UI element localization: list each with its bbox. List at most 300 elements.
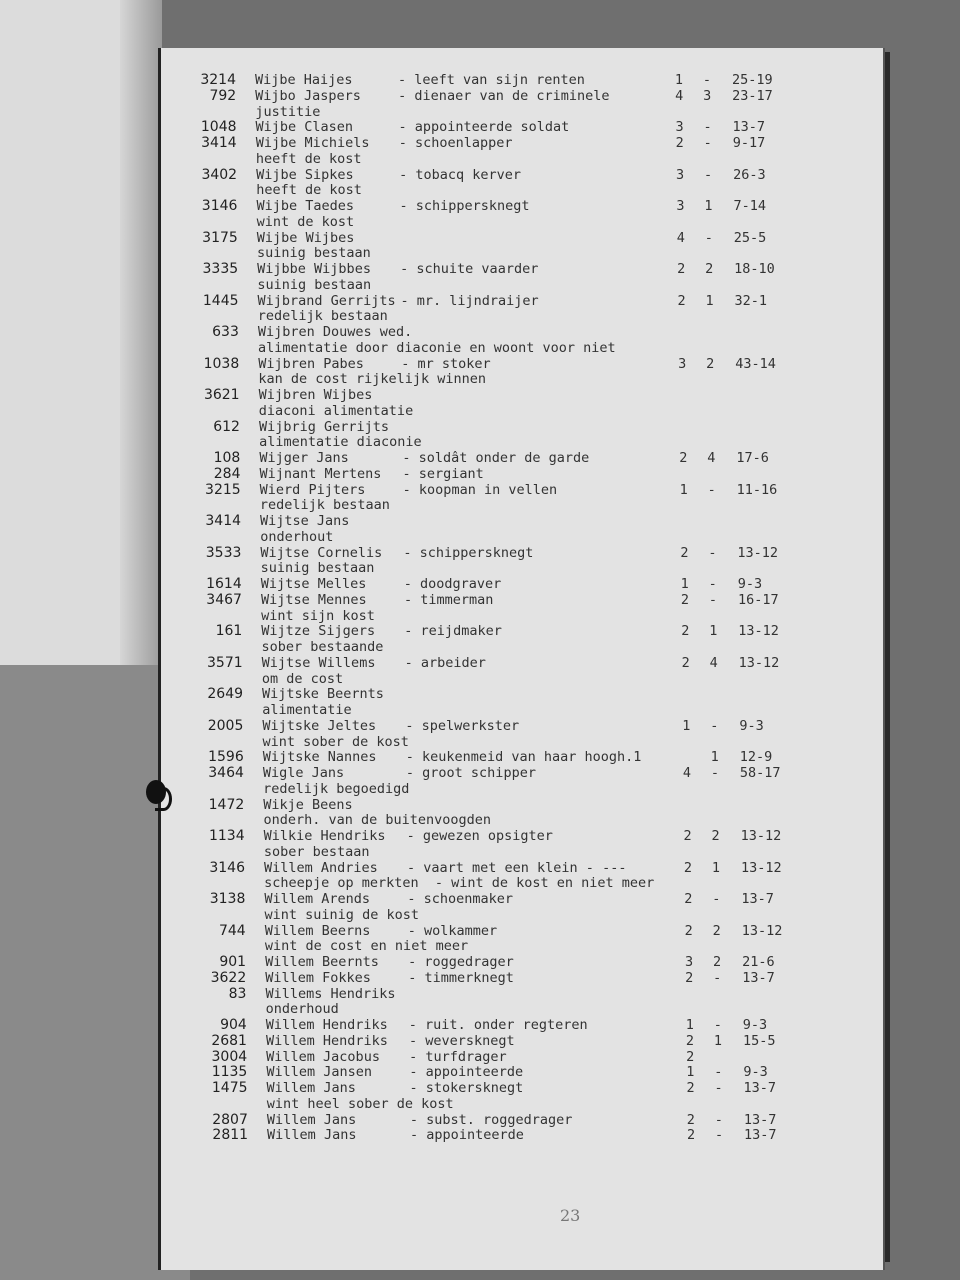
entry-number: 1134 [208, 828, 245, 844]
entry-occupation: - schoenmaker [407, 891, 514, 907]
entry-name: Willem Jans [266, 1111, 357, 1128]
entry-name: Wijbrig Gerrijts [258, 418, 389, 435]
register-row [0, 182, 960, 198]
entry-occupation: - schippersknegt [403, 544, 534, 561]
entry-count-2: 3 [703, 87, 712, 104]
register-row [0, 151, 960, 167]
entry-number: 1596 [208, 749, 244, 766]
register-row [0, 308, 960, 324]
entry-occupation: - weversknegt [408, 1032, 515, 1049]
entry-name: Willem Beernts [265, 954, 379, 970]
entry-occupation: - leeft van sijn renten [398, 72, 585, 88]
entry-number: 3175 [202, 229, 238, 246]
entry-number: 3214 [200, 72, 236, 88]
register-row [0, 860, 960, 876]
entry-number: 3004 [211, 1048, 248, 1065]
entry-name: om de cost [261, 670, 344, 687]
entry-number: 2681 [211, 1032, 247, 1049]
entry-count-2: - [708, 544, 717, 561]
entry-count-2: 1 [711, 859, 721, 876]
entry-count-1: 4 [676, 229, 685, 246]
entry-count-2: - [704, 229, 713, 246]
register-row [0, 576, 960, 592]
entry-number: 284 [213, 465, 241, 482]
entry-number: 3414 [205, 513, 242, 529]
entry-count-1: 2 [685, 1032, 695, 1049]
entry-value: 13-7 [742, 969, 775, 986]
entry-name: Wijtse Willems [261, 654, 376, 671]
entry-count-2: - [712, 891, 721, 907]
entry-number: 3414 [201, 135, 237, 151]
entry-value: 11-16 [736, 481, 778, 498]
entry-number: 3146 [201, 198, 238, 214]
entry-name: Wijtse Melles [260, 576, 367, 592]
entry-value: 25-19 [732, 72, 773, 88]
entry-name: wint suinig de kost [264, 906, 419, 923]
entry-value: 13-7 [743, 1080, 777, 1096]
entry-number: 3402 [201, 166, 238, 183]
entry-count-1: 2 [681, 654, 690, 671]
entry-count-2: - [703, 135, 712, 151]
entry-value: 21-6 [742, 954, 775, 970]
entry-name: alimentatie diaconie [259, 434, 422, 451]
entry-count-2: 4 [709, 654, 718, 671]
entry-occupation: - keukenmeid van haar hoogh.1 [405, 749, 642, 766]
entry-name: Willem Jans [266, 1080, 356, 1096]
entry-name: Wijnant Mertens [259, 465, 382, 482]
entry-count-1: 2 [686, 1048, 695, 1065]
entry-count-1: 2 [677, 261, 686, 277]
register-row [0, 1064, 960, 1080]
entry-count-1: 1 [674, 72, 684, 88]
entry-value: 32-1 [734, 292, 768, 309]
entry-occupation: - sergiant [402, 465, 484, 482]
entry-number: 1038 [203, 355, 240, 372]
entry-number: 901 [219, 954, 247, 970]
register-row [0, 88, 960, 104]
entry-count-2: 1 [705, 292, 714, 309]
register-row [0, 403, 960, 419]
entry-name: Wijbo Jaspers [255, 87, 361, 104]
entry-number: 83 [228, 985, 247, 1002]
entry-count-1: 2 [683, 859, 693, 876]
entry-count-2: - [713, 1017, 722, 1033]
register-row [0, 1017, 960, 1033]
register-row [0, 340, 960, 356]
entry-number: 1614 [206, 576, 242, 592]
register-row [0, 686, 960, 702]
entry-value: 16-17 [737, 591, 779, 608]
register-row [0, 986, 960, 1002]
entry-number: 792 [209, 87, 237, 104]
entry-count-1: 2 [677, 292, 686, 309]
entry-name: wint sijn kost [261, 607, 375, 624]
entry-count-1: 1 [685, 1017, 694, 1033]
entry-count-1: 2 [679, 450, 688, 466]
entry-occupation: - schippersknegt [399, 198, 530, 214]
entry-value: 13-7 [732, 119, 766, 136]
entry-name: Wikje Beens [263, 796, 353, 813]
entry-count-2: - [708, 576, 717, 592]
entry-name: Wijtze Sijgers [261, 623, 376, 640]
entry-occupation: - reijdmaker [404, 623, 502, 640]
entry-name: sober bestaande [261, 639, 384, 655]
entry-count-2: 2 [711, 828, 720, 844]
entry-count-2: - [714, 1111, 723, 1128]
entry-name: diaconi alimentatie [258, 402, 414, 419]
entry-count-1: 1 [686, 1064, 695, 1081]
entry-count-1: 3 [678, 355, 687, 372]
entry-name: Wijbbe Wijbbes [257, 261, 371, 277]
entry-name: wint sober de kost [262, 733, 409, 750]
entry-name: Wijbe Sipkes [256, 166, 354, 183]
register-row [0, 970, 960, 986]
entry-number: 1445 [202, 292, 239, 309]
entry-name: redelijk bestaan [259, 497, 390, 514]
entry-occupation: - turfdrager [409, 1048, 507, 1065]
entry-count-2: 2 [713, 954, 722, 970]
register-row [0, 907, 960, 923]
entry-name: wint heel sober de kost [266, 1095, 454, 1112]
register-row [0, 529, 960, 545]
entry-occupation: - ruit. onder regteren [408, 1017, 588, 1033]
entry-value: 43-14 [735, 355, 776, 372]
register-row [0, 1112, 960, 1128]
entry-occupation: - appointeerde [410, 1127, 524, 1144]
entry-name: Willem Jans [267, 1127, 357, 1144]
entry-name: onderhout [260, 528, 334, 545]
entry-number: 161 [215, 623, 243, 640]
register-row [0, 1127, 960, 1143]
entry-name: Wijbren Pabes [258, 355, 364, 372]
register-row [0, 1033, 960, 1049]
entry-name: Wijbe Haijes [255, 72, 353, 88]
register-row [0, 324, 960, 340]
entry-name: suinig bestaan [256, 245, 371, 262]
register-row [0, 765, 960, 781]
entry-count-2: 2 [712, 922, 721, 939]
entry-name: Wijtse Cornelis [260, 544, 383, 561]
entry-count-2: 2 [705, 261, 714, 277]
entry-name: heeft de kost [255, 150, 362, 167]
entry-name: Wijtse Mennes [260, 591, 367, 608]
register-row [0, 954, 960, 970]
entry-count-2: 1 [704, 198, 713, 214]
entry-count-2: 1 [709, 623, 718, 640]
entry-number: 2807 [212, 1111, 248, 1128]
entry-count-1: 4 [682, 765, 691, 781]
register-row [0, 891, 960, 907]
entry-count-1: 2 [684, 891, 693, 907]
entry-name: Wijbren Wijbes [258, 387, 373, 403]
register-row [0, 104, 960, 120]
entry-occupation: - mr stoker [401, 355, 491, 372]
register-row [0, 261, 960, 277]
entry-value: 13-12 [738, 623, 779, 640]
entry-count-1: 2 [686, 1080, 695, 1096]
register-row [0, 844, 960, 860]
entry-name: Wijtse Jans [260, 513, 350, 529]
entry-name: wint de cost en niet meer [264, 938, 469, 955]
register-row [0, 702, 960, 718]
entry-count-2: - [703, 119, 712, 136]
register-row [0, 749, 960, 765]
entry-count-2: - [710, 717, 719, 734]
entry-occupation: - roggedrager [408, 954, 514, 970]
register-row [0, 797, 960, 813]
register-row [0, 875, 960, 891]
entry-name: Willem Andries [264, 859, 378, 876]
register-row [0, 482, 960, 498]
entry-occupation: - dienaer van de criminele [398, 87, 610, 104]
entry-value: 13-12 [741, 922, 783, 939]
entry-count-2: - [707, 481, 716, 498]
entry-number: 3621 [203, 387, 240, 403]
entry-value: 12-9 [739, 749, 773, 766]
entry-count-1: 2 [683, 828, 692, 844]
entry-number: 3215 [205, 481, 241, 498]
register-row [0, 655, 960, 671]
entry-occupation: - koopman in vellen [402, 481, 558, 498]
entry-name: alimentatie [262, 702, 352, 718]
entry-value: 13-7 [743, 1111, 777, 1128]
entry-name: Willem Fokkes [265, 969, 371, 986]
entry-name: Wilkie Hendriks [263, 828, 386, 844]
entry-number: 3467 [206, 591, 242, 608]
entry-name: redelijk bestaan [257, 308, 388, 325]
entry-value: 13-12 [740, 828, 782, 844]
register-row [0, 828, 960, 844]
entry-name: Willem Jacobus [266, 1048, 380, 1065]
entry-value: 9-17 [732, 135, 766, 151]
entry-count-1: 2 [686, 1127, 696, 1144]
entry-count-2: - [702, 72, 712, 88]
register-row [0, 1049, 960, 1065]
entry-name: suinig bestaan [257, 276, 372, 293]
entry-occupation: - gewezen opsigter [406, 828, 553, 844]
register-row [0, 781, 960, 797]
register-row [0, 1001, 960, 1017]
register-row [0, 419, 960, 435]
entry-count-1: 2 [686, 1111, 695, 1128]
entry-number: 3571 [207, 654, 243, 671]
entry-name: kan de cost rijkelijk winnen [258, 371, 486, 388]
entry-name: Wigle Jans [262, 765, 345, 781]
entry-number: 904 [220, 1017, 247, 1033]
register-row [0, 198, 960, 214]
entry-number: 3335 [202, 261, 239, 277]
entry-number: 3533 [205, 544, 242, 561]
entry-value: 9-3 [739, 717, 764, 734]
entry-value: 7-14 [733, 198, 766, 214]
entry-occupation: - mr. lijndraijer [400, 292, 539, 309]
entry-value: 13-7 [741, 891, 774, 907]
entry-occupation: - subst. roggedrager [409, 1111, 573, 1128]
entry-count-2: - [710, 765, 719, 781]
entry-value: 13-12 [738, 654, 780, 671]
entry-number: 3138 [209, 891, 246, 907]
entry-name: Willem Jansen [266, 1064, 372, 1081]
entry-occupation: - soldât onder de garde [402, 450, 590, 466]
entry-number: 3622 [210, 969, 247, 986]
entry-value: 25-5 [733, 229, 767, 246]
entry-number: 744 [218, 922, 246, 939]
entry-count-1: 2 [675, 135, 684, 151]
entry-occupation: - appointeerde [409, 1064, 524, 1081]
entry-name: Wijbe Wijbes [256, 229, 355, 246]
entry-value: 15-5 [742, 1032, 776, 1049]
entry-value: 23-17 [732, 87, 773, 104]
entry-name: Wijtske Beernts [262, 686, 384, 703]
register-row [0, 938, 960, 954]
entry-name: Wijbrand Gerrijts [257, 292, 396, 309]
entry-name: onderh. van de buitenvoogden [263, 812, 492, 829]
entry-count-1: 3 [676, 166, 685, 183]
entry-number: 633 [212, 324, 239, 340]
register-row [0, 812, 960, 828]
entry-occupation: - spelwerkster [405, 717, 520, 734]
entry-occupation: - groot schipper [405, 765, 536, 781]
entry-count-1: 2 [680, 591, 689, 608]
entry-count-1: 1 [679, 481, 688, 498]
register-row [0, 387, 960, 403]
register-row [0, 293, 960, 309]
entry-occupation: - stokersknegt [409, 1080, 524, 1096]
entry-name: Wierd Pijters [259, 481, 366, 498]
entry-name: Wijger Jans [259, 450, 349, 466]
register-row [0, 135, 960, 151]
entry-name: sober bestaan [263, 843, 370, 860]
register-row [0, 119, 960, 135]
entry-value: 9-3 [737, 576, 763, 592]
entry-number: 1472 [208, 796, 245, 813]
register-row [0, 734, 960, 750]
register-row [0, 466, 960, 482]
register-row [0, 671, 960, 687]
entry-name: heeft de kost [256, 182, 362, 199]
entry-count-2: - [714, 1064, 723, 1081]
entry-count-1: 1 [680, 576, 689, 592]
entry-name: Wijtske Nannes [262, 749, 377, 766]
entry-name: Willem Hendriks [265, 1017, 388, 1033]
entry-name: onderhoud [265, 1001, 339, 1018]
entry-occupation: - timmerknegt [408, 969, 514, 986]
entry-number: 2005 [207, 717, 244, 734]
register-row [0, 434, 960, 450]
entry-number: 3146 [209, 859, 245, 876]
entry-name: scheepje op merkten - wint de kost en niet meer [264, 875, 655, 892]
register-row [0, 623, 960, 639]
entry-name: Willems Hendriks [265, 985, 396, 1002]
register-row [0, 356, 960, 372]
entry-count-2: 1 [713, 1032, 723, 1049]
register-row [0, 545, 960, 561]
entry-value: 18-10 [734, 261, 775, 277]
register-row [0, 718, 960, 734]
entry-count-2: - [714, 1080, 723, 1096]
entry-occupation: - schoenlapper [398, 135, 513, 151]
entry-count-1: 3 [675, 119, 684, 136]
entry-count-2: 4 [707, 450, 716, 466]
entry-occupation: - arbeider [404, 654, 486, 671]
entry-value: 58-17 [739, 765, 781, 781]
entry-count-1: 4 [675, 87, 684, 104]
entry-name: Willem Arends [264, 891, 371, 907]
register-row [0, 497, 960, 513]
entry-count-2: - [714, 1127, 724, 1144]
entry-name: Wijbe Taedes [256, 198, 354, 214]
register-row [0, 560, 960, 576]
entry-count-2: - [713, 969, 722, 986]
entry-count-2: - [704, 166, 713, 183]
entry-occupation: - wolkammer [407, 922, 498, 939]
entry-count-1: 2 [685, 969, 694, 986]
register-row [0, 277, 960, 293]
entry-name: Wijbren Douwes wed. [257, 324, 413, 340]
register-row [0, 592, 960, 608]
entry-occupation: - appointeerde soldat [398, 119, 570, 136]
entry-name: justitie [255, 103, 321, 120]
entry-count-1: 3 [685, 954, 694, 970]
entry-occupation: - schuite vaarder [400, 261, 539, 277]
page-number: 23 [560, 1206, 581, 1225]
entry-number: 2649 [207, 686, 244, 703]
register-row [0, 371, 960, 387]
entry-count-1: 2 [684, 922, 693, 939]
entry-name: alimentatie door diaconie en woont voor niet [258, 339, 616, 356]
entry-number: 108 [213, 450, 241, 466]
entry-value: 13-7 [744, 1127, 777, 1144]
register-row [0, 923, 960, 939]
entry-occupation: - tobacq kerver [399, 166, 521, 183]
entry-name: wint de kost [256, 213, 355, 230]
register-row [0, 214, 960, 230]
entry-name: Wijtske Jeltes [262, 717, 377, 734]
entry-count-1: 2 [681, 623, 690, 640]
register-row [0, 245, 960, 261]
register-row [0, 167, 960, 183]
entry-count-2: - [708, 591, 717, 608]
entry-number: 2811 [212, 1127, 249, 1144]
entry-value: 13-12 [737, 544, 779, 561]
entry-number: 1475 [211, 1080, 248, 1096]
entry-count-1: 3 [676, 198, 685, 214]
entry-occupation: - timmerman [403, 591, 494, 608]
entry-name: Wijbe Michiels [255, 135, 370, 151]
register-row [0, 1080, 960, 1096]
entry-name: Wijbe Clasen [255, 119, 354, 136]
entry-value: 17-6 [736, 450, 769, 466]
entry-name: Willem Hendriks [265, 1032, 388, 1049]
entry-number: 1135 [211, 1064, 248, 1081]
register-row [0, 72, 960, 88]
register-row [0, 639, 960, 655]
entry-count-1: 1 [682, 717, 691, 734]
register-row [0, 230, 960, 246]
entry-value: 9-3 [743, 1064, 768, 1081]
register-row [0, 1096, 960, 1112]
entry-number: 1048 [200, 119, 237, 136]
entry-count-2: 2 [706, 355, 715, 372]
register-row [0, 450, 960, 466]
entry-count-1: 2 [680, 544, 689, 561]
entry-count-2: 1 [710, 749, 719, 766]
entry-name: suinig bestaan [260, 560, 375, 577]
entry-value: 9-3 [742, 1017, 768, 1033]
entry-number: 3464 [208, 765, 244, 781]
register-row [0, 513, 960, 529]
entry-value: 26-3 [733, 166, 766, 183]
